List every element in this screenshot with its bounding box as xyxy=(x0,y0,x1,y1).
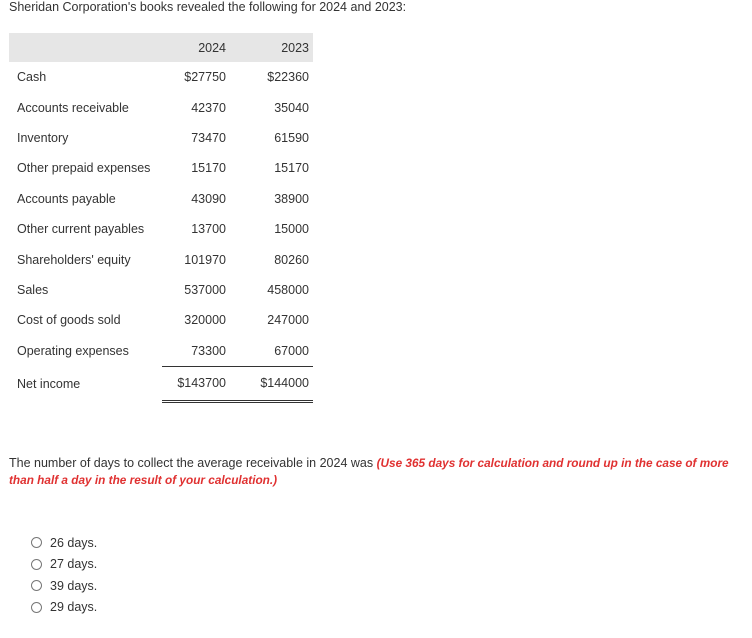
table-row xyxy=(9,275,313,305)
answer-option[interactable] xyxy=(31,597,97,619)
header-label-col xyxy=(9,33,162,62)
value-2023: 80260 xyxy=(274,252,309,267)
value-2024: $27750 xyxy=(184,70,226,85)
option-label: 39 days. xyxy=(50,578,98,593)
value-2024: 73470 xyxy=(191,130,226,145)
value-2023: 458000 xyxy=(267,282,309,297)
answer-option[interactable] xyxy=(31,575,97,597)
value-2024: 13700 xyxy=(191,222,226,237)
value-2024: 73300 xyxy=(162,336,230,367)
value-2024: 320000 xyxy=(184,313,226,328)
row-label: Other prepaid expenses xyxy=(17,161,151,176)
value-2023: 38900 xyxy=(274,191,309,206)
value-2023: 247000 xyxy=(267,313,309,328)
table-row xyxy=(9,184,313,214)
question-stem: The number of days to collect the average receivable in 2024 was xyxy=(9,456,377,470)
row-label: Accounts payable xyxy=(17,191,116,206)
value-2023: 15170 xyxy=(274,161,309,176)
value-2024: 537000 xyxy=(184,282,226,297)
row-label: Other current payables xyxy=(17,222,145,237)
value-2023: $22360 xyxy=(267,70,309,85)
table-row xyxy=(9,305,313,335)
value-2024: 42370 xyxy=(191,100,226,115)
row-label: Shareholders' equity xyxy=(17,252,131,267)
table-row xyxy=(9,244,313,274)
row-label: Cash xyxy=(17,70,47,85)
value-2023: 15000 xyxy=(274,222,309,237)
option-label: 26 days. xyxy=(50,535,98,550)
net-income-row xyxy=(9,366,313,401)
net-income-2024: $143700 xyxy=(162,366,230,401)
table-row xyxy=(9,153,313,183)
answer-option[interactable] xyxy=(31,532,97,554)
intro-text: Sheridan Corporation's books revealed the following for 2024 and 2023: xyxy=(9,0,407,14)
header-2023: 2023 xyxy=(230,33,313,62)
radio-button[interactable] xyxy=(31,537,42,548)
option-label: 27 days. xyxy=(50,557,98,572)
radio-button[interactable] xyxy=(31,559,42,570)
value-2023: 35040 xyxy=(274,100,309,115)
row-label: Cost of goods sold xyxy=(17,313,121,328)
value-2024: 43090 xyxy=(191,191,226,206)
table-row xyxy=(9,123,313,153)
option-label: 29 days. xyxy=(50,600,98,615)
question-note: (Use 365 days for calculation and round up in the case of more than half a day in the result of your calculation.) xyxy=(9,456,729,487)
net-income-label: Net income xyxy=(17,376,81,391)
row-label: Operating expenses xyxy=(17,343,129,358)
table-row xyxy=(9,214,313,244)
value-2024: 101970 xyxy=(184,252,226,267)
table-row xyxy=(9,62,313,92)
row-label: Sales xyxy=(17,282,49,297)
table-header-row xyxy=(9,33,313,62)
answer-option[interactable] xyxy=(31,554,97,576)
table-row xyxy=(9,336,313,367)
financial-data-table xyxy=(9,33,313,403)
radio-button[interactable] xyxy=(31,602,42,613)
net-income-2023: $144000 xyxy=(230,366,313,401)
question-text xyxy=(9,455,749,489)
table-row xyxy=(9,92,313,122)
value-2024: 15170 xyxy=(191,161,226,176)
row-label: Accounts receivable xyxy=(17,100,129,115)
row-label: Inventory xyxy=(17,130,69,145)
radio-button[interactable] xyxy=(31,580,42,591)
value-2023: 61590 xyxy=(274,130,309,145)
value-2023: 67000 xyxy=(230,336,313,367)
header-2024: 2024 xyxy=(162,33,230,62)
answer-options xyxy=(31,532,97,618)
